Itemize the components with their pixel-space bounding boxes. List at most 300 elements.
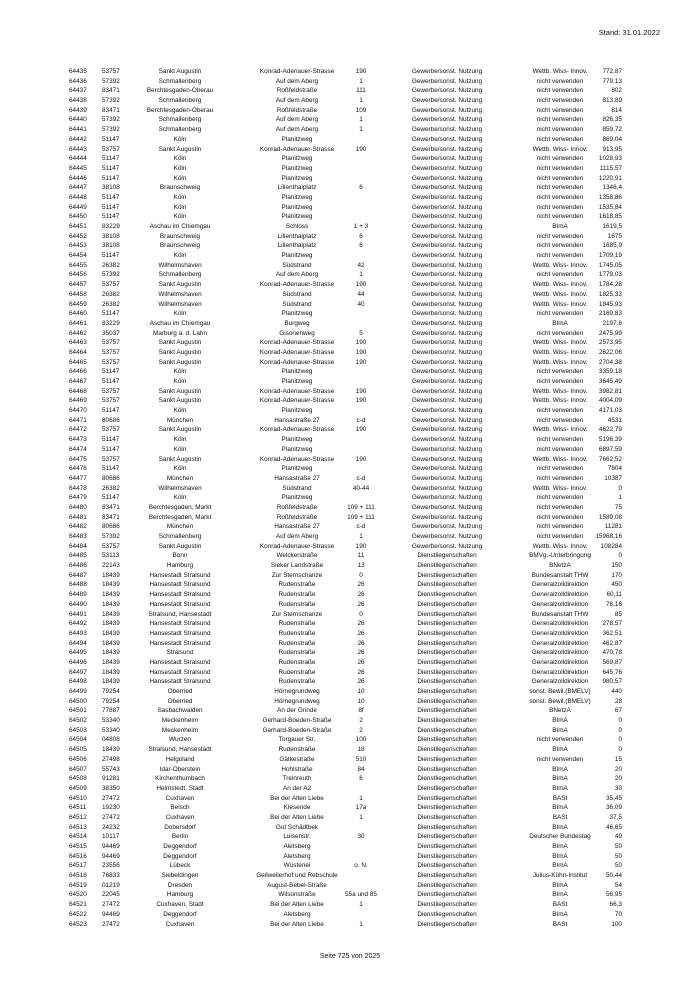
street-cell: Geilweilerhof und Rebschule [256,872,338,880]
city-cell: Aschau im Chiemgau [149,319,211,327]
area-cell: 0 [618,746,622,754]
table-row [0,755,700,765]
usage-type-cell: Gewerbe/sonst. Nutzung [411,416,483,424]
usage-type-cell: Gewerbe/sonst. Nutzung [411,135,483,143]
street-cell: Rudenstraße [278,639,316,647]
street-cell: Roßfeldstraße [276,513,318,521]
user-cell: BImA [552,765,568,773]
street-cell: Auf dem Aberg [275,533,319,540]
postal-code-cell: 53757 [102,358,120,366]
house-number-cell: 1 [359,920,363,928]
street-cell: Gätkestraße [279,755,315,763]
table-row [0,154,700,164]
area-cell: 2573,95 [598,339,622,347]
street-cell: Konrad-Adenauer-Strasse [259,397,335,405]
city-cell: Sasbachwalden [157,707,203,715]
house-number-cell: 2 [359,726,363,734]
user-cell: sonst. Bewil.(BMELV) [529,688,591,695]
house-number-cell: 190 [355,397,367,405]
table-row [0,687,700,697]
row-id-cell: 64514 [69,833,87,841]
postal-code-cell: 83229 [102,223,120,230]
area-cell: 50 [614,862,622,870]
row-id-cell: 64498 [69,678,87,686]
user-cell: nicht verwenden [536,126,584,134]
usage-type-cell: Gewerbe/sonst. Nutzung [411,378,483,385]
house-number-cell: 109 + 111 [347,503,375,511]
postal-code-cell: 26382 [102,484,120,492]
row-id-cell: 64523 [69,920,87,928]
house-number-cell: 44 [357,290,365,298]
row-id-cell: 64480 [69,503,87,511]
street-cell: Planitzweg [281,135,313,143]
row-id-cell: 64485 [69,552,87,560]
user-cell: Wettb. Wiss- Innov. [532,542,588,550]
area-cell: 0 [618,717,622,725]
row-id-cell: 64453 [69,242,87,250]
user-cell: nicht verwenden [536,533,584,540]
user-cell: nicht verwenden [536,407,584,415]
row-id-cell: 64446 [69,174,87,182]
table-row [0,445,700,455]
street-cell: Sieker Landstraße [270,562,324,570]
table-row [0,658,700,668]
usage-type-cell: Dienstliegenschaften [417,639,477,647]
street-cell: Planitzweg [281,203,313,211]
city-cell: Cuxhaven [165,920,195,928]
city-cell: Sankt Augustin [158,281,202,289]
user-cell: nicht verwenden [536,513,584,521]
postal-code-cell: 26382 [102,300,120,308]
house-number-cell: 2 [359,717,363,725]
area-cell: 980,57 [602,678,622,686]
usage-type-cell: Gewerbe/sonst. Nutzung [411,155,483,163]
street-cell: Südstrand [282,300,312,308]
row-id-cell: 64489 [69,591,87,599]
city-cell: Idar-Oberstein [159,765,201,773]
house-number-cell: c-d [356,416,366,424]
row-id-cell: 64504 [69,736,87,744]
area-cell: 70 [614,910,622,918]
street-cell: Hohlstraße [281,765,313,773]
city-cell: Köln [173,203,187,211]
user-cell: Generalzolldirektion [531,600,589,608]
area-cell: 645,76 [602,668,622,676]
user-cell: BImA [552,223,568,230]
table-row [0,551,700,561]
property-table [0,67,700,929]
user-cell: Wettb. Wiss- Innov. [532,290,588,298]
usage-type-cell: Dienstliegenschaften [417,755,477,763]
usage-type-cell: Dienstliegenschaften [417,629,477,637]
table-row [0,794,700,804]
postal-code-cell: 10117 [102,833,120,841]
table-row [0,406,700,416]
table-row [0,67,700,77]
area-cell: 1028,93 [598,155,622,163]
user-cell: BASt [552,920,568,928]
area-cell: 859,72 [602,126,622,134]
user-cell: nicht verwenden [536,378,584,385]
area-cell: 28 [614,697,622,705]
user-cell: Generalzolldirektion [531,620,589,628]
house-number-cell: 26 [357,620,365,628]
city-cell: Wurzen [169,736,191,744]
area-cell: 150 [611,562,622,570]
row-id-cell: 64437 [69,87,87,95]
area-cell: 4531 [607,416,622,424]
city-cell: Köln [173,252,187,260]
postal-code-cell: 18439 [102,581,120,589]
table-row [0,300,700,310]
row-id-cell: 64462 [69,329,87,337]
house-number-cell: 510 [355,755,367,763]
user-cell: nicht verwenden [536,523,584,531]
area-cell: 4004,09 [598,397,622,405]
table-row [0,290,700,300]
city-cell: Köln [173,193,187,201]
postal-code-cell: 53340 [102,717,120,725]
table-row [0,561,700,571]
usage-type-cell: Dienstliegenschaften [417,910,477,918]
house-number-cell: 190 [355,145,367,153]
postal-code-cell: 51147 [102,407,120,415]
row-id-cell: 64471 [69,416,87,424]
postal-code-cell: 83471 [102,87,120,95]
usage-type-cell: Gewerbe/sonst. Nutzung [411,348,483,356]
house-number-cell: 190 [355,542,367,550]
postal-code-cell: 77887 [102,707,120,715]
street-cell: Planitzweg [281,465,313,473]
house-number-cell: 1 [359,116,363,124]
postal-code-cell: 26382 [102,290,120,298]
row-id-cell: 64488 [69,581,87,589]
usage-type-cell: Gewerbe/sonst. Nutzung [411,397,483,405]
house-number-cell: c-d [356,523,366,531]
user-cell: nicht verwenden [536,213,584,221]
table-row [0,377,700,387]
city-cell: Stralsund, Hansestadt [148,746,212,754]
area-cell: 7662,52 [598,455,622,463]
table-row [0,416,700,426]
city-cell: Köln [173,155,187,163]
street-cell: Planitzweg [281,378,313,385]
area-cell: 0 [618,552,622,560]
usage-type-cell: Gewerbe/sonst. Nutzung [411,271,483,279]
table-row [0,580,700,590]
city-cell: Hamburg [166,891,194,899]
city-cell: Bonn [172,552,188,560]
usage-type-cell: Gewerbe/sonst. Nutzung [411,455,483,463]
table-row [0,881,700,891]
postal-code-cell: 53757 [102,145,120,153]
table-row [0,135,700,145]
house-number-cell: 111 [356,87,366,95]
usage-type-cell: Gewerbe/sonst. Nutzung [411,68,483,75]
user-cell: BImA [552,843,568,850]
street-cell: Konrad-Adenauer-Strasse [259,387,335,395]
house-number-cell: 26 [357,668,365,676]
user-cell: BImA [552,881,568,889]
row-id-cell: 64445 [69,164,87,172]
city-cell: Köln [173,213,187,221]
table-row [0,774,700,784]
street-cell: Zur Sternschanze [271,610,323,618]
usage-type-cell: Gewerbe/sonst. Nutzung [411,542,483,550]
area-cell: 1535,84 [598,203,622,211]
street-cell: Rudenstraße [278,649,316,657]
user-cell: Wettb. Wiss- Innov. [532,145,588,153]
usage-type-cell: Dienstliegenschaften [417,658,477,666]
postal-code-cell: 53757 [102,68,120,75]
street-cell: Aletsberg [283,852,311,860]
street-cell: Hansastraße 27 [274,474,320,482]
row-id-cell: 64505 [69,746,87,754]
row-id-cell: 64465 [69,358,87,366]
house-number-cell: 190 [355,426,367,434]
street-cell: Planitzweg [281,310,313,318]
row-id-cell: 64468 [69,387,87,395]
city-cell: Oberried [167,697,193,705]
postal-code-cell: 57392 [102,97,120,105]
house-number-cell: 11 [357,552,365,560]
city-cell: Marburg a. d. Lahn [153,329,207,337]
area-cell: 60,11 [606,591,622,599]
street-cell: Hörnegrundweg [274,697,320,705]
usage-type-cell: Gewerbe/sonst. Nutzung [411,77,483,85]
postal-code-cell: 53757 [102,387,120,395]
table-row [0,106,700,116]
table-row [0,484,700,494]
postal-code-cell: 51147 [102,445,120,453]
postal-code-cell: 83471 [102,513,120,521]
street-cell: Planitzweg [281,407,313,415]
row-id-cell: 64503 [69,726,87,734]
house-number-cell: 18 [357,746,365,754]
user-cell: nicht verwenden [536,474,584,482]
city-cell: Deggendorf [163,843,197,850]
postal-code-cell: 76833 [102,872,120,880]
city-cell: Berchtesgaden-Oberau [146,106,214,114]
street-cell: Luisenstr. [283,833,311,841]
area-cell: 569,87 [602,658,622,666]
house-number-cell: 84 [357,765,365,773]
table-row [0,474,700,484]
user-cell: nicht verwenden [536,271,584,279]
usage-type-cell: Gewerbe/sonst. Nutzung [411,126,483,134]
street-cell: Rudenstraße [278,629,316,637]
usage-type-cell: Gewerbe/sonst. Nutzung [411,252,483,260]
street-cell: Rudenstraße [278,620,316,628]
city-cell: München [166,474,194,482]
city-cell: Braunschweig [159,184,201,192]
city-cell: Köln [173,445,187,453]
city-cell: Berchtesgaden, Markt [148,513,212,521]
user-cell: nicht verwenden [536,203,584,211]
street-cell: Gut Schädtbek [275,823,319,831]
area-cell: 75 [614,503,622,511]
postal-code-cell: 94469 [102,843,120,850]
usage-type-cell: Gewerbe/sonst. Nutzung [411,232,483,240]
row-id-cell: 64481 [69,513,87,521]
row-id-cell: 64508 [69,775,87,783]
city-cell: Wilhelmshaven [158,261,202,269]
street-cell: Wilsonstraße [278,891,316,899]
user-cell: nicht verwenden [536,193,584,201]
user-cell: Wettb. Wiss- Innov. [532,455,588,463]
table-row [0,532,700,542]
postal-code-cell: 27498 [102,755,120,763]
user-cell: nicht verwenden [536,736,584,744]
row-id-cell: 64496 [69,658,87,666]
city-cell: Siebeldingen [161,872,199,880]
street-cell: Konrad-Adenauer-Strasse [259,426,335,434]
street-cell: Rudenstraße [278,658,316,666]
street-cell: Auf dem Aberg [275,77,319,85]
area-cell: 1845,93 [598,300,622,308]
area-cell: 1675 [607,232,622,240]
user-cell: BImA [552,862,568,870]
city-cell: Sankt Augustin [158,339,202,347]
city-cell: Braunschweig [159,232,201,240]
row-id-cell: 64473 [69,436,87,444]
usage-type-cell: Dienstliegenschaften [417,784,477,792]
table-row [0,338,700,348]
user-cell: BImA [552,910,568,918]
street-cell: Rudenstraße [278,600,316,608]
postal-code-cell: 04808 [102,736,120,744]
area-cell: 66,3 [609,901,622,909]
table-row [0,125,700,135]
postal-code-cell: 22143 [102,562,120,570]
area-cell: 470,78 [602,649,622,657]
table-row [0,890,700,900]
house-number-cell: 6 [359,184,363,192]
usage-type-cell: Gewerbe/sonst. Nutzung [411,319,483,327]
postal-code-cell: 18439 [102,649,120,657]
row-id-cell: 64464 [69,348,87,356]
house-number-cell: 6 [359,775,363,783]
user-cell: BASt [552,901,568,909]
table-row [0,513,700,523]
postal-code-cell: 94469 [102,910,120,918]
city-cell: Köln [173,174,187,182]
area-cell: 100 [611,920,622,928]
area-cell: 3982,81 [598,387,622,395]
row-id-cell: 64459 [69,300,87,308]
table-row [0,174,700,184]
row-id-cell: 64522 [69,910,87,918]
table-row [0,270,700,280]
row-id-cell: 64492 [69,620,87,628]
usage-type-cell: Dienstliegenschaften [417,746,477,754]
street-cell: Konrad-Adenauer-Strasse [259,281,335,289]
row-id-cell: 64435 [69,68,87,75]
row-id-cell: 64447 [69,184,87,192]
house-number-cell: 1 + 3 [353,223,369,230]
table-row [0,639,700,649]
city-cell: Köln [173,368,187,376]
table-row [0,571,700,581]
row-id-cell: 64516 [69,852,87,860]
row-id-cell: 64451 [69,223,87,230]
street-cell: Konrad-Adenauer-Strasse [259,339,335,347]
usage-type-cell: Dienstliegenschaften [417,794,477,802]
city-cell: Hamburg [166,562,194,570]
row-id-cell: 64486 [69,562,87,570]
street-cell: Hansastraße 27 [274,416,320,424]
postal-code-cell: 51147 [102,174,120,182]
usage-type-cell: Dienstliegenschaften [417,726,477,734]
user-cell: nicht verwenden [536,252,584,260]
city-cell: Wilhelmshaven [158,484,202,492]
row-id-cell: 64444 [69,155,87,163]
row-id-cell: 64441 [69,126,87,134]
user-cell: nicht verwenden [536,87,584,95]
table-row [0,212,700,222]
row-id-cell: 64476 [69,465,87,473]
area-cell: 2704,38 [598,358,622,366]
house-number-cell: 190 [355,339,367,347]
postal-code-cell: 53757 [102,281,120,289]
user-cell: nicht verwenden [536,445,584,453]
area-cell: 802 [611,87,622,95]
area-cell: 3359,18 [598,368,622,376]
area-cell: 1779,03 [598,271,622,279]
city-cell: Hansestadt Stralsund [149,629,211,637]
usage-type-cell: Dienstliegenschaften [417,775,477,783]
street-cell: Burgweg [284,319,310,327]
postal-code-cell: 51147 [102,164,120,172]
usage-type-cell: Gewerbe/sonst. Nutzung [411,474,483,482]
area-cell: 826,35 [602,116,622,124]
usage-type-cell: Dienstliegenschaften [417,620,477,628]
city-cell: München [166,523,194,531]
row-id-cell: 64484 [69,542,87,550]
city-cell: Köln [173,494,187,502]
postal-code-cell: 51147 [102,378,120,385]
row-id-cell: 64510 [69,794,87,802]
street-cell: Wüstenei [283,862,311,870]
street-cell: Schloss [285,223,309,230]
city-cell: Berlin [171,833,189,841]
user-cell: Deutscher Bundestag [529,833,591,841]
usage-type-cell: Gewerbe/sonst. Nutzung [411,339,483,347]
area-cell: 1346,4 [602,184,622,192]
house-number-cell: 190 [355,281,367,289]
stand-date: Stand: 31.01.2022 [598,28,660,37]
table-row [0,668,700,678]
user-cell: Wettb. Wiss- Innov. [532,426,588,434]
postal-code-cell: 53757 [102,339,120,347]
usage-type-cell: Gewerbe/sonst. Nutzung [411,223,483,230]
postal-code-cell: 53113 [102,552,120,560]
row-id-cell: 64470 [69,407,87,415]
area-cell: 11281 [604,523,622,531]
row-id-cell: 64448 [69,193,87,201]
row-id-cell: 64440 [69,116,87,124]
user-cell: nicht verwenden [536,155,584,163]
usage-type-cell: Dienstliegenschaften [417,813,477,821]
area-cell: 2475,99 [598,329,622,337]
city-cell: Stralsund [166,649,194,657]
user-cell: nicht verwenden [536,184,584,192]
area-cell: 15 [614,755,622,763]
row-id-cell: 64511 [69,804,87,812]
row-id-cell: 64490 [69,600,87,608]
area-cell: 54 [614,881,622,889]
postal-code-cell: 18439 [102,600,120,608]
